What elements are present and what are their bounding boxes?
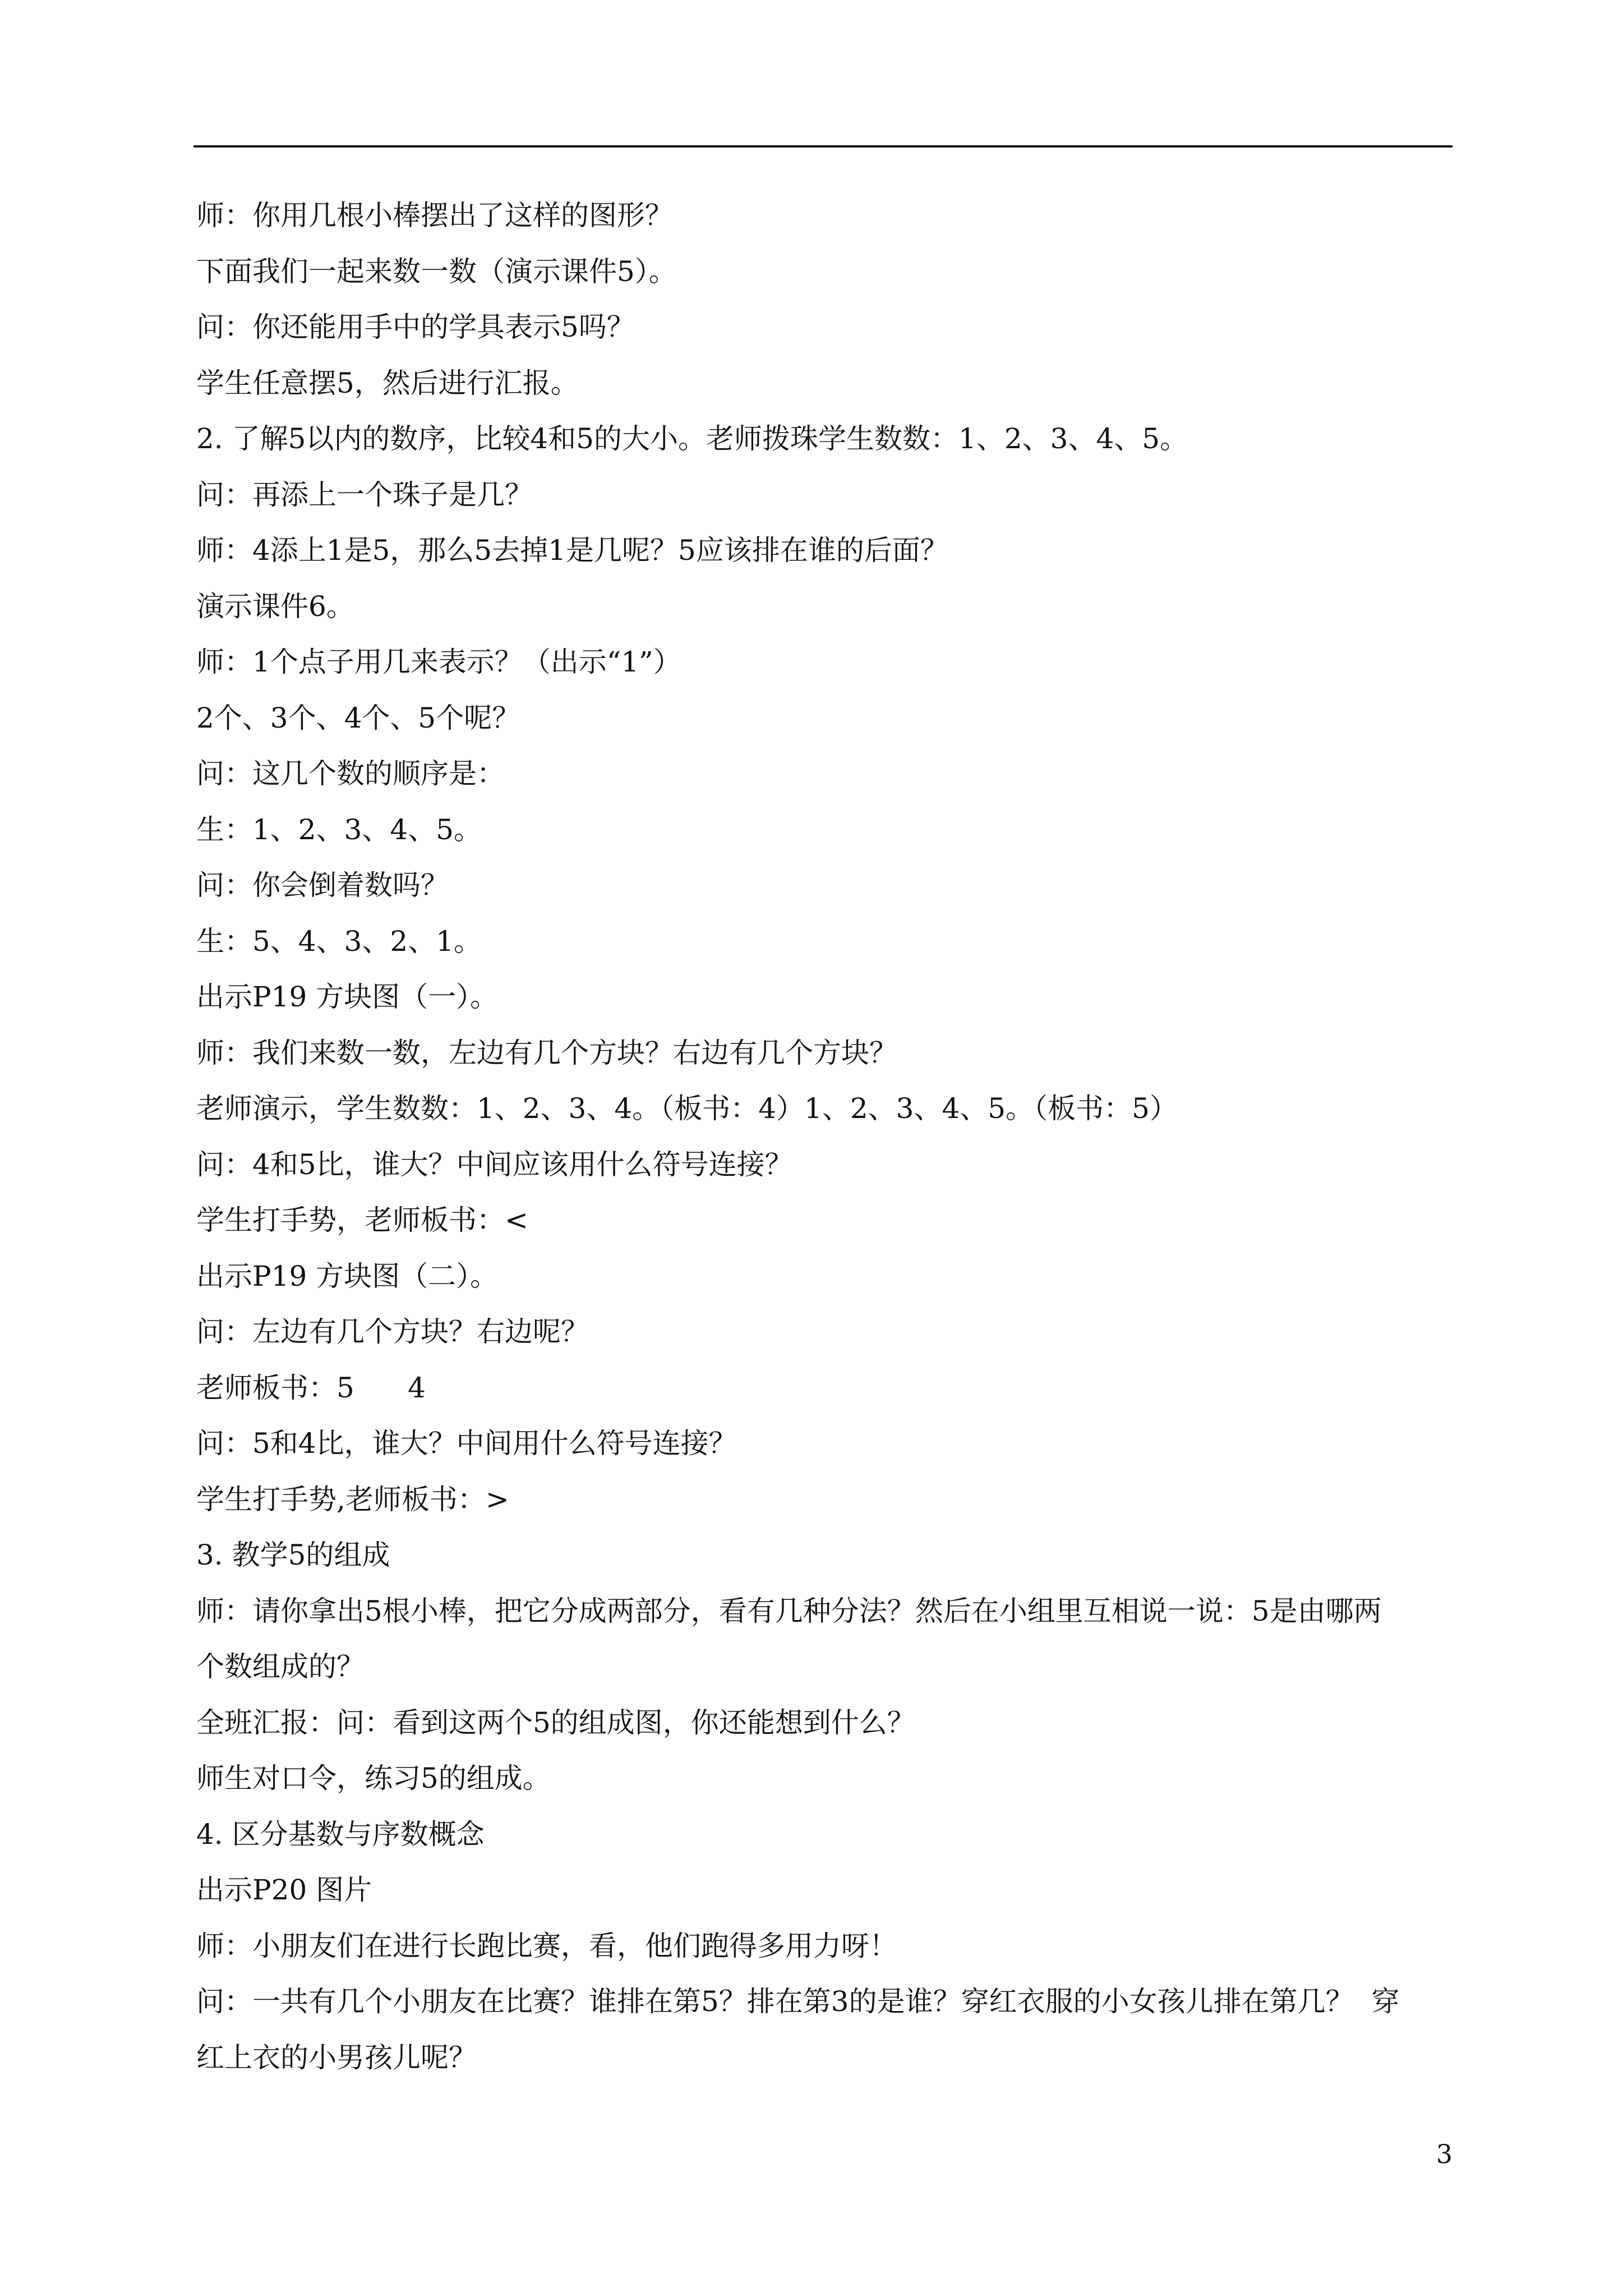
text-line: 师：1个点子用几来表示？（出示“1”） bbox=[196, 646, 681, 678]
text-line: 问：5和4比，谁大？中间用什么符号连接？ bbox=[196, 1427, 737, 1460]
text-line: 生：5、4、3、2、1。 bbox=[196, 924, 482, 958]
text-line: 2. 了解5以内的数序，比较4和5的大小。老师拨珠学生数数：1、2、3、4、5。 bbox=[196, 422, 1188, 455]
text-line: 问：这几个数的顺序是： bbox=[196, 757, 505, 790]
text-line: 学生打手势，老师板书：< bbox=[196, 1204, 528, 1236]
text-line: 问：一共有几个小朋友在比赛？谁排在第5？排在第3的是谁？穿红衣服的小女孩儿排在第几？ 穿 bbox=[196, 1985, 1400, 2018]
text-line: 老师板书：5 4 bbox=[196, 1371, 426, 1404]
text-line: 演示课件6。 bbox=[196, 590, 354, 623]
document-body bbox=[196, 188, 1453, 2086]
text-line: 出示P19 方块图（二）。 bbox=[196, 1259, 499, 1292]
text-line: 师：小朋友们在进行长跑比赛，看，他们跑得多用力呀！ bbox=[196, 1929, 897, 1962]
page-number: 3 bbox=[1436, 2139, 1453, 2169]
text-line: 老师演示，学生数数：1、2、3、4。（板书：4）1、2、3、4、5。（板书：5） bbox=[196, 1092, 1178, 1125]
text-line: 学生打手势,老师板书：> bbox=[196, 1483, 509, 1516]
text-line: 红上衣的小男孩儿呢？ bbox=[196, 2041, 477, 2074]
section-heading: 3. 教学5的组成 bbox=[196, 1539, 390, 1571]
text-line: 全班汇报：问：看到这两个5的组成图，你还能想到什么？ bbox=[196, 1706, 915, 1739]
text-line: 出示P19 方块图（一）。 bbox=[196, 981, 499, 1013]
text-line: 问：你会倒着数吗？ bbox=[196, 869, 449, 901]
text-line: 生：1、2、3、4、5。 bbox=[196, 813, 482, 846]
text-line: 问：再添上一个珠子是几？ bbox=[196, 478, 533, 511]
text-line: 出示P20 图片 bbox=[196, 1874, 372, 1906]
text-line: 问：左边有几个方块？右边呢？ bbox=[196, 1315, 589, 1348]
text-line: 师：我们来数一数，左边有几个方块？右边有几个方块？ bbox=[196, 1036, 897, 1069]
text-line: 师：你用几根小棒摆出了这样的图形？ bbox=[196, 199, 673, 232]
header-rule bbox=[193, 145, 1453, 148]
section-heading: 4. 区分基数与序数概念 bbox=[196, 1818, 485, 1851]
text-line: 个数组成的？ bbox=[196, 1650, 365, 1683]
text-line: 学生任意摆5，然后进行汇报。 bbox=[196, 366, 579, 399]
text-line: 师：请你拿出5根小棒，把它分成两部分，看有几种分法？然后在小组里互相说一说：5是由哪两 bbox=[196, 1594, 1382, 1627]
text-line: 师：4添上1是5，那么5去掉1是几呢？5应该排在谁的后面？ bbox=[196, 534, 948, 567]
text-line: 2个、3个、4个、5个呢？ bbox=[196, 701, 520, 734]
text-line: 问：4和5比，谁大？中间应该用什么符号连接？ bbox=[196, 1148, 793, 1181]
text-line: 师生对口令，练习5的组成。 bbox=[196, 1762, 551, 1795]
text-line: 问：你还能用手中的学具表示5吗？ bbox=[196, 311, 635, 343]
text-line: 下面我们一起来数一数（演示课件5）。 bbox=[196, 255, 677, 288]
